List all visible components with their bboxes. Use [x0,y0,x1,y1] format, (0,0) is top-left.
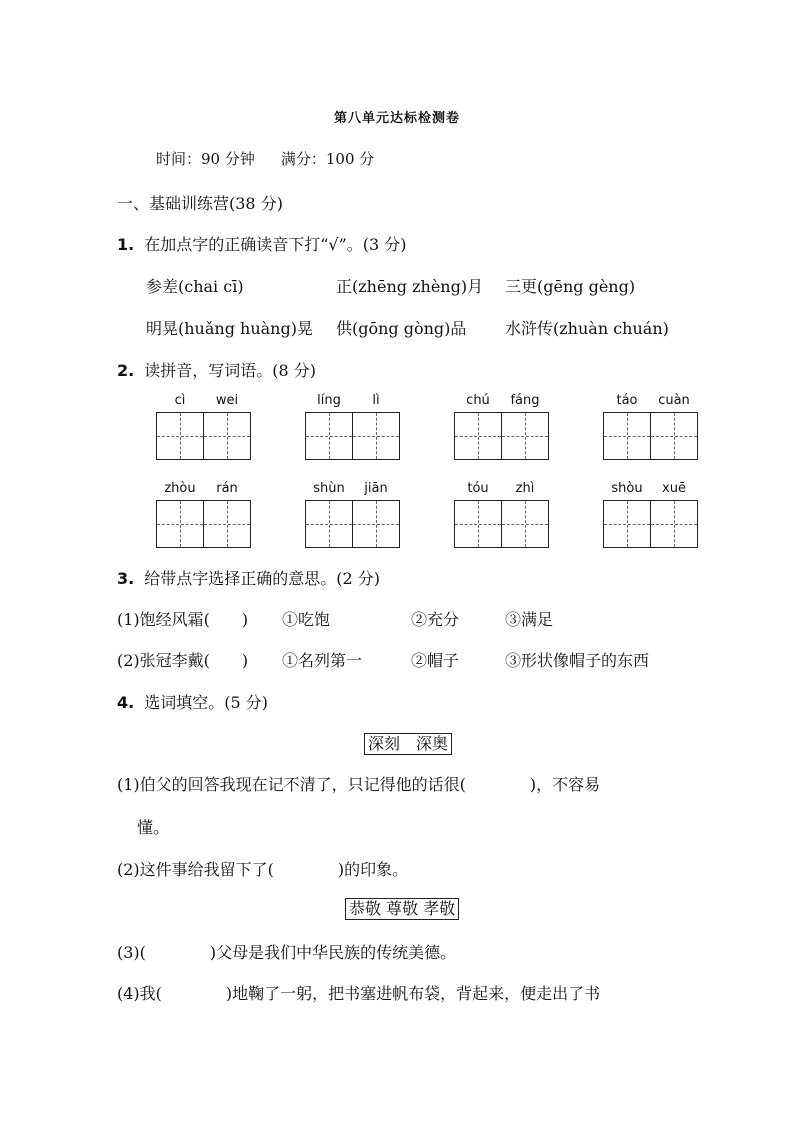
question-text: 选词填空。(5 分) [144,693,268,712]
writing-box[interactable] [650,412,698,460]
pinyin-label: tóu [467,481,489,496]
pinyin-label: táo [616,393,638,408]
word-bank-1: 深刻 深奥 [364,733,452,755]
writing-box[interactable] [454,500,502,548]
q4-sentence-2: (2)这件事给我留下了( )的印象。 [117,860,409,879]
q1-item-6: 水浒传(zhuàn chuán) [505,319,669,338]
q3-row-2-option-2: ②帽子 [411,651,460,670]
q3-row-1-option-2: ②充分 [411,610,460,629]
writing-box[interactable] [156,500,204,548]
question-text: 给带点字选择正确的意思。(2 分) [144,569,380,588]
writing-box[interactable] [501,500,549,548]
pinyin-label: shòu [611,481,643,496]
pinyin-label: lì [372,393,380,408]
writing-box[interactable] [305,500,353,548]
pinyin-label: zhòu [164,481,196,496]
pinyin-label: shùn [313,481,345,496]
full-score: 满分：100 分 [280,150,375,168]
q3-row-1-option-3: ③满足 [505,610,554,629]
question-text: 在加点字的正确读音下打“√”。(3 分) [144,235,407,254]
writing-box[interactable] [454,412,502,460]
writing-box[interactable] [305,412,353,460]
question-2 [117,358,316,381]
question-4 [117,690,268,713]
pinyin-label: fáng [510,393,540,408]
q3-row-2-head: (2)张冠李戴( ) [117,651,249,670]
writing-box[interactable] [156,412,204,460]
pinyin-label: xuē [662,481,686,496]
question-text: 读拼音，写词语。(8 分) [144,361,316,380]
writing-box[interactable] [603,500,651,548]
q3-row-1-option-1: ①吃饱 [282,610,331,629]
q4-sentence-4: (4)我( )地鞠了一躬，把书塞进帆布袋，背起来，便走出了书 [117,984,601,1003]
section-heading: 一、基础训练营(38 分) [117,194,283,213]
writing-box[interactable] [352,500,400,548]
pinyin-label: zhì [515,481,535,496]
writing-box[interactable] [203,500,251,548]
writing-box[interactable] [650,500,698,548]
q1-item-4: 明晃(huǎng huàng)晃 [146,319,313,338]
q4-sentence-3: (3)( )父母是我们中华民族的传统美德。 [117,943,457,962]
question-3 [117,566,380,589]
q1-item-3: 三更(gēng gèng) [505,277,636,296]
pinyin-label: rán [216,481,238,496]
q4-sentence-1-cont: 懂。 [137,818,170,837]
q1-item-1: 参差(chai cī) [146,277,244,296]
pinyin-label: cuàn [658,393,690,408]
word-bank-2: 恭敬 尊敬 孝敬 [345,898,459,920]
time-limit: 时间：90 分钟 [156,150,255,168]
writing-box[interactable] [203,412,251,460]
q1-item-5: 供(gōng gòng)品 [336,319,467,338]
exam-meta [156,148,374,169]
question-1 [117,232,407,255]
question-number: 4. [117,693,135,712]
pinyin-label: chú [466,393,490,408]
q4-sentence-1: (1)伯父的回答我现在记不清了，只记得他的话很( )，不容易 [117,775,601,794]
writing-box[interactable] [352,412,400,460]
writing-box[interactable] [603,412,651,460]
q3-row-2-option-3: ③形状像帽子的东西 [505,651,650,670]
pinyin-label: jiān [364,481,388,496]
q1-item-2: 正(zhēng zhèng)月 [336,277,484,296]
question-number: 2. [117,361,135,380]
pinyin-label: wei [215,393,239,408]
q3-row-1-head: (1)饱经风霜( ) [117,610,249,629]
pinyin-label: cì [174,393,186,408]
pinyin-label: líng [317,393,341,408]
question-number: 1. [117,235,135,254]
question-number: 3. [117,569,135,588]
q3-row-2-option-1: ①名列第一 [282,651,363,670]
page-title: 第八单元达标检测卷 [333,111,460,126]
writing-box[interactable] [501,412,549,460]
